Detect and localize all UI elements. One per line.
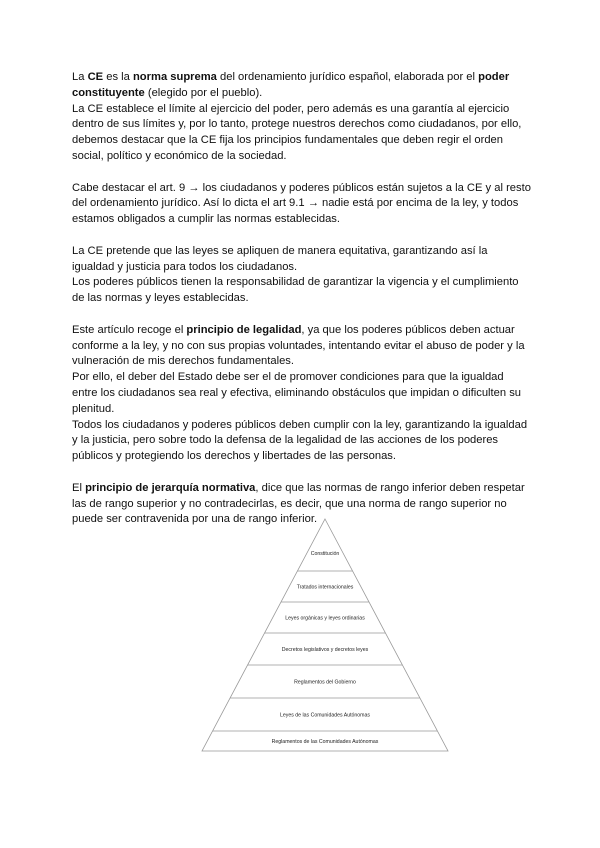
pyramid-level-7: Reglamentos de las Comunidades Autónomas <box>271 739 379 745</box>
paragraph-public-powers: Los poderes públicos tienen la responsabilidad de garantizar la vigencia y el cumplimiento de las normas y leyes establecidas. <box>72 276 519 305</box>
document-body <box>72 70 532 544</box>
paragraph-art-9: Cabe destacar el art. 9 → los ciudadanos y poderes públicos están sujetos a la CE y al resto del ordenamiento jurídico. Así lo dicta el art 9.1 → nadie está por encima de la ley, y todos estamos obligados a cumplir las normas establecidas. <box>72 181 531 226</box>
pyramid-level-1: Constitución <box>310 551 340 557</box>
pyramid-diagram <box>200 515 450 760</box>
pyramid-level-4: Decretos legislativos y decretos leyes <box>281 647 369 653</box>
paragraph-equity: La CE pretende que las leyes se apliquen de manera equitativa, garantizando así la igualdad y justicia para todos los ciudadanos. <box>72 244 488 273</box>
bold-term-ce: CE <box>87 71 104 83</box>
bold-term-jerarquia-normativa: principio de jerarquía normativa <box>85 481 256 494</box>
paragraph-ce-definition <box>72 70 532 102</box>
paragraph-state-duty: Por ello, el deber del Estado debe ser el de promover condiciones para que la igualdad entre los ciudadanos sea real y efectiva, eliminando obstáculos que impidan o dificulten su plenitud. <box>72 371 522 415</box>
paragraph-principio-legalidad <box>72 323 532 370</box>
bold-term-poder-constituyente: poder constituyente <box>72 71 510 99</box>
text-run: , ya que los poderes públicos deben actuar conforme a la ley, y no con sus propias voluntades, intentando evitar el abuso de poder y la vulneración de mis derechos fundamentales. <box>72 323 525 368</box>
text-run: (elegido por el pueblo). <box>144 86 263 99</box>
hierarchy-pyramid <box>200 515 450 760</box>
text-run: , dice que las normas de rango inferior deben respetar las de rango superior y no contradecirlas, es decir, que una norma de rango superior no puede ser contravenida por una de rango inferior. <box>72 481 525 526</box>
paragraph-citizens-comply: Todos los ciudadanos y poderes públicos deben cumplir con la ley, garantizando la igualdad y la justicia, pero sobre todo la defensa de la legalidad de las acciones de los poderes públicos y protegiendo los derechos y libertades de las personas. <box>72 418 528 463</box>
text-run: del ordenamiento jurídico español, elaborada por el <box>216 71 479 83</box>
text-run: La <box>72 71 88 83</box>
text-run: Este artículo recoge el <box>72 323 187 336</box>
text-run: El <box>72 481 86 494</box>
bold-term-norma-suprema: norma suprema <box>132 71 217 83</box>
text-run: es la <box>103 71 133 83</box>
paragraph-ce-limits: La CE establece el límite al ejercicio del poder, pero además es una garantía al ejercicio dentro de sus límites y, por lo tanto, protege nuestros derechos como ciudadanos, por ello, debemos destacar que la CE fija los principios fundamentales que deben regir el orden social, político y económico de la sociedad. <box>72 102 522 162</box>
pyramid-level-3: Leyes orgánicas y leyes ordinarias <box>285 615 365 622</box>
pyramid-level-2: Tratados internacionales <box>296 584 354 591</box>
pyramid-level-5: Reglamentos del Gobierno <box>294 679 356 686</box>
bold-term-principio-legalidad: principio de legalidad <box>186 323 302 336</box>
pyramid-level-6: Leyes de las Comunidades Autónomas <box>280 712 370 719</box>
